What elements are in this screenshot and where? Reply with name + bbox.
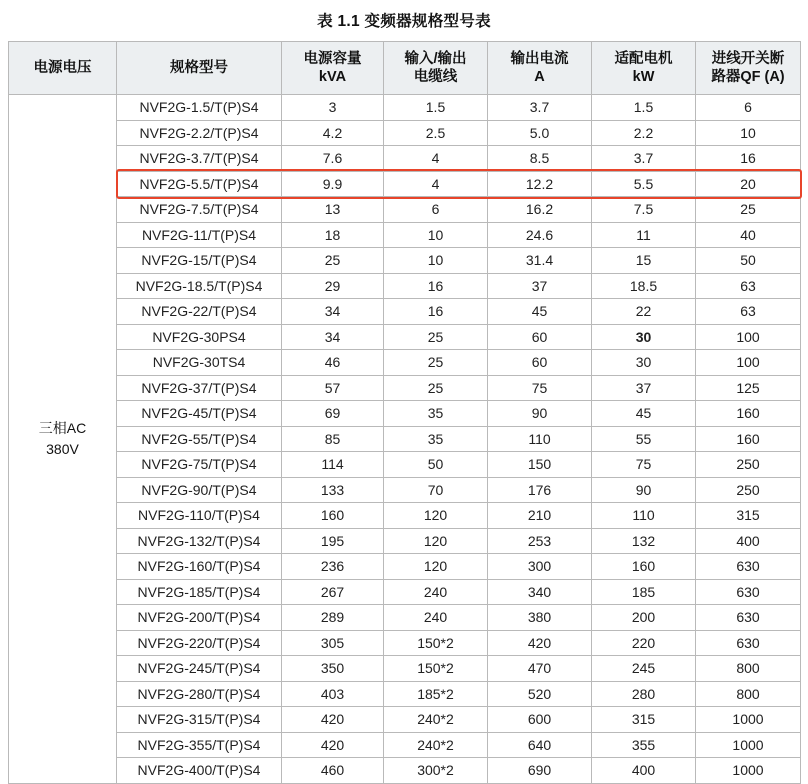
cell-model: NVF2G-45/T(P)S4 bbox=[117, 401, 282, 427]
cell-capacity: 13 bbox=[282, 197, 384, 223]
cell-breaker: 630 bbox=[696, 605, 801, 631]
table-row bbox=[9, 171, 801, 197]
cell-model: NVF2G-90/T(P)S4 bbox=[117, 477, 282, 503]
cell-model: NVF2G-185/T(P)S4 bbox=[117, 579, 282, 605]
cell-output-current: 470 bbox=[488, 656, 592, 682]
cell-model: NVF2G-55/T(P)S4 bbox=[117, 426, 282, 452]
cell-capacity: 460 bbox=[282, 758, 384, 784]
cell-cable: 4 bbox=[384, 171, 488, 197]
cell-output-current: 380 bbox=[488, 605, 592, 631]
cell-breaker: 100 bbox=[696, 324, 801, 350]
cell-motor: 30 bbox=[592, 350, 696, 376]
cell-model: NVF2G-160/T(P)S4 bbox=[117, 554, 282, 580]
cell-cable: 70 bbox=[384, 477, 488, 503]
cell-capacity: 25 bbox=[282, 248, 384, 274]
cell-output-current: 600 bbox=[488, 707, 592, 733]
spec-table bbox=[8, 41, 801, 784]
cell-output-current: 8.5 bbox=[488, 146, 592, 172]
column-header-model: 规格型号 bbox=[117, 42, 282, 95]
cell-output-current: 31.4 bbox=[488, 248, 592, 274]
cell-motor: 5.5 bbox=[592, 171, 696, 197]
cell-breaker: 63 bbox=[696, 273, 801, 299]
table-row bbox=[9, 350, 801, 376]
cell-breaker: 1000 bbox=[696, 707, 801, 733]
cell-breaker: 6 bbox=[696, 95, 801, 121]
cell-capacity: 289 bbox=[282, 605, 384, 631]
cell-motor: 160 bbox=[592, 554, 696, 580]
cell-capacity: 350 bbox=[282, 656, 384, 682]
table-row bbox=[9, 732, 801, 758]
table-row bbox=[9, 579, 801, 605]
cell-capacity: 29 bbox=[282, 273, 384, 299]
cell-cable: 35 bbox=[384, 401, 488, 427]
cell-model: NVF2G-22/T(P)S4 bbox=[117, 299, 282, 325]
cell-motor: 55 bbox=[592, 426, 696, 452]
cell-cable: 6 bbox=[384, 197, 488, 223]
cell-output-current: 37 bbox=[488, 273, 592, 299]
cell-breaker: 20 bbox=[696, 171, 801, 197]
cell-breaker: 50 bbox=[696, 248, 801, 274]
cell-breaker: 16 bbox=[696, 146, 801, 172]
cell-capacity: 85 bbox=[282, 426, 384, 452]
cell-motor: 37 bbox=[592, 375, 696, 401]
table-row bbox=[9, 503, 801, 529]
cell-capacity: 160 bbox=[282, 503, 384, 529]
table-row bbox=[9, 605, 801, 631]
cell-capacity: 267 bbox=[282, 579, 384, 605]
cell-output-current: 420 bbox=[488, 630, 592, 656]
column-header-cable: 输入/输出 电缆线 bbox=[384, 42, 488, 95]
cell-motor: 1.5 bbox=[592, 95, 696, 121]
cell-model: NVF2G-1.5/T(P)S4 bbox=[117, 95, 282, 121]
table-row bbox=[9, 707, 801, 733]
voltage-label-line: 380V bbox=[46, 440, 79, 457]
cell-motor: 280 bbox=[592, 681, 696, 707]
cell-model: NVF2G-220/T(P)S4 bbox=[117, 630, 282, 656]
cell-cable: 150*2 bbox=[384, 630, 488, 656]
cell-motor: 315 bbox=[592, 707, 696, 733]
cell-cable: 240*2 bbox=[384, 707, 488, 733]
cell-capacity: 420 bbox=[282, 732, 384, 758]
column-header-output-current: 输出电流 A bbox=[488, 42, 592, 95]
cell-model: NVF2G-30PS4 bbox=[117, 324, 282, 350]
cell-cable: 50 bbox=[384, 452, 488, 478]
cell-model: NVF2G-355/T(P)S4 bbox=[117, 732, 282, 758]
cell-model: NVF2G-15/T(P)S4 bbox=[117, 248, 282, 274]
cell-output-current: 75 bbox=[488, 375, 592, 401]
cell-breaker: 630 bbox=[696, 579, 801, 605]
cell-output-current: 690 bbox=[488, 758, 592, 784]
cell-output-current: 5.0 bbox=[488, 120, 592, 146]
cell-breaker: 1000 bbox=[696, 758, 801, 784]
page-title: 表 1.1 变频器规格型号表 bbox=[317, 13, 491, 30]
cell-motor: 355 bbox=[592, 732, 696, 758]
cell-cable: 4 bbox=[384, 146, 488, 172]
cell-cable: 120 bbox=[384, 528, 488, 554]
voltage-cell bbox=[9, 95, 117, 784]
cell-capacity: 46 bbox=[282, 350, 384, 376]
table-row bbox=[9, 554, 801, 580]
cell-motor: 45 bbox=[592, 401, 696, 427]
cell-breaker: 250 bbox=[696, 477, 801, 503]
cell-model: NVF2G-11/T(P)S4 bbox=[117, 222, 282, 248]
cell-cable: 300*2 bbox=[384, 758, 488, 784]
cell-output-current: 16.2 bbox=[488, 197, 592, 223]
header-row bbox=[9, 42, 801, 95]
cell-motor: 400 bbox=[592, 758, 696, 784]
cell-model: NVF2G-30TS4 bbox=[117, 350, 282, 376]
cell-breaker: 630 bbox=[696, 554, 801, 580]
cell-output-current: 24.6 bbox=[488, 222, 592, 248]
cell-breaker: 160 bbox=[696, 401, 801, 427]
cell-motor: 15 bbox=[592, 248, 696, 274]
cell-cable: 16 bbox=[384, 299, 488, 325]
cell-cable: 35 bbox=[384, 426, 488, 452]
column-header-capacity: 电源容量 kVA bbox=[282, 42, 384, 95]
cell-capacity: 114 bbox=[282, 452, 384, 478]
cell-breaker: 250 bbox=[696, 452, 801, 478]
cell-model: NVF2G-18.5/T(P)S4 bbox=[117, 273, 282, 299]
cell-model: NVF2G-75/T(P)S4 bbox=[117, 452, 282, 478]
cell-breaker: 63 bbox=[696, 299, 801, 325]
cell-capacity: 3 bbox=[282, 95, 384, 121]
cell-motor: 75 bbox=[592, 452, 696, 478]
table-row bbox=[9, 120, 801, 146]
cell-capacity: 57 bbox=[282, 375, 384, 401]
cell-model: NVF2G-200/T(P)S4 bbox=[117, 605, 282, 631]
cell-model: NVF2G-7.5/T(P)S4 bbox=[117, 197, 282, 223]
cell-breaker: 400 bbox=[696, 528, 801, 554]
cell-capacity: 34 bbox=[282, 324, 384, 350]
cell-cable: 185*2 bbox=[384, 681, 488, 707]
cell-breaker: 125 bbox=[696, 375, 801, 401]
cell-output-current: 176 bbox=[488, 477, 592, 503]
table-row bbox=[9, 426, 801, 452]
cell-model: NVF2G-280/T(P)S4 bbox=[117, 681, 282, 707]
cell-cable: 16 bbox=[384, 273, 488, 299]
cell-cable: 1.5 bbox=[384, 95, 488, 121]
cell-capacity: 420 bbox=[282, 707, 384, 733]
cell-output-current: 90 bbox=[488, 401, 592, 427]
cell-cable: 120 bbox=[384, 554, 488, 580]
table-row bbox=[9, 401, 801, 427]
table-row bbox=[9, 630, 801, 656]
cell-output-current: 150 bbox=[488, 452, 592, 478]
cell-capacity: 195 bbox=[282, 528, 384, 554]
table-row bbox=[9, 222, 801, 248]
table-row bbox=[9, 273, 801, 299]
table-row bbox=[9, 681, 801, 707]
cell-output-current: 3.7 bbox=[488, 95, 592, 121]
cell-motor: 90 bbox=[592, 477, 696, 503]
cell-motor: 245 bbox=[592, 656, 696, 682]
cell-output-current: 60 bbox=[488, 324, 592, 350]
column-header-breaker: 进线开关断 路器QF (A) bbox=[696, 42, 801, 95]
table-row bbox=[9, 452, 801, 478]
cell-capacity: 305 bbox=[282, 630, 384, 656]
cell-breaker: 315 bbox=[696, 503, 801, 529]
cell-capacity: 133 bbox=[282, 477, 384, 503]
cell-model: NVF2G-400/T(P)S4 bbox=[117, 758, 282, 784]
cell-capacity: 4.2 bbox=[282, 120, 384, 146]
cell-model: NVF2G-37/T(P)S4 bbox=[117, 375, 282, 401]
cell-cable: 25 bbox=[384, 324, 488, 350]
cell-motor: 30 bbox=[592, 324, 696, 350]
cell-cable: 240*2 bbox=[384, 732, 488, 758]
table-row bbox=[9, 324, 801, 350]
cell-motor: 132 bbox=[592, 528, 696, 554]
cell-breaker: 40 bbox=[696, 222, 801, 248]
spec-table-container bbox=[8, 41, 800, 784]
cell-capacity: 7.6 bbox=[282, 146, 384, 172]
cell-motor: 200 bbox=[592, 605, 696, 631]
cell-cable: 240 bbox=[384, 579, 488, 605]
cell-capacity: 34 bbox=[282, 299, 384, 325]
table-row bbox=[9, 375, 801, 401]
table-row bbox=[9, 146, 801, 172]
cell-model: NVF2G-2.2/T(P)S4 bbox=[117, 120, 282, 146]
column-header-voltage: 电源电压 bbox=[9, 42, 117, 95]
cell-model: NVF2G-315/T(P)S4 bbox=[117, 707, 282, 733]
cell-model: NVF2G-3.7/T(P)S4 bbox=[117, 146, 282, 172]
cell-cable: 10 bbox=[384, 248, 488, 274]
cell-cable: 10 bbox=[384, 222, 488, 248]
table-row bbox=[9, 758, 801, 784]
cell-cable: 240 bbox=[384, 605, 488, 631]
cell-output-current: 520 bbox=[488, 681, 592, 707]
cell-output-current: 12.2 bbox=[488, 171, 592, 197]
cell-breaker: 160 bbox=[696, 426, 801, 452]
cell-model: NVF2G-110/T(P)S4 bbox=[117, 503, 282, 529]
table-header bbox=[9, 42, 801, 95]
cell-output-current: 60 bbox=[488, 350, 592, 376]
cell-breaker: 100 bbox=[696, 350, 801, 376]
cell-motor: 7.5 bbox=[592, 197, 696, 223]
cell-motor: 220 bbox=[592, 630, 696, 656]
cell-motor: 2.2 bbox=[592, 120, 696, 146]
cell-output-current: 110 bbox=[488, 426, 592, 452]
cell-capacity: 9.9 bbox=[282, 171, 384, 197]
cell-motor: 185 bbox=[592, 579, 696, 605]
cell-model: NVF2G-245/T(P)S4 bbox=[117, 656, 282, 682]
cell-cable: 25 bbox=[384, 350, 488, 376]
cell-model: NVF2G-5.5/T(P)S4 bbox=[117, 171, 282, 197]
table-row bbox=[9, 528, 801, 554]
table-row bbox=[9, 477, 801, 503]
cell-breaker: 800 bbox=[696, 656, 801, 682]
cell-cable: 25 bbox=[384, 375, 488, 401]
table-row bbox=[9, 656, 801, 682]
table-row bbox=[9, 299, 801, 325]
table-row bbox=[9, 197, 801, 223]
cell-motor: 18.5 bbox=[592, 273, 696, 299]
cell-capacity: 236 bbox=[282, 554, 384, 580]
cell-motor: 3.7 bbox=[592, 146, 696, 172]
cell-breaker: 800 bbox=[696, 681, 801, 707]
column-header-motor: 适配电机 kW bbox=[592, 42, 696, 95]
voltage-label-line: 三相AC bbox=[38, 420, 87, 437]
cell-breaker: 1000 bbox=[696, 732, 801, 758]
cell-output-current: 253 bbox=[488, 528, 592, 554]
cell-capacity: 18 bbox=[282, 222, 384, 248]
cell-breaker: 630 bbox=[696, 630, 801, 656]
table-row bbox=[9, 95, 801, 121]
cell-output-current: 340 bbox=[488, 579, 592, 605]
cell-cable: 150*2 bbox=[384, 656, 488, 682]
cell-capacity: 403 bbox=[282, 681, 384, 707]
cell-breaker: 10 bbox=[696, 120, 801, 146]
cell-cable: 120 bbox=[384, 503, 488, 529]
cell-capacity: 69 bbox=[282, 401, 384, 427]
cell-cable: 2.5 bbox=[384, 120, 488, 146]
cell-model: NVF2G-132/T(P)S4 bbox=[117, 528, 282, 554]
table-body bbox=[9, 95, 801, 784]
cell-output-current: 640 bbox=[488, 732, 592, 758]
cell-motor: 22 bbox=[592, 299, 696, 325]
table-row bbox=[9, 248, 801, 274]
cell-motor: 11 bbox=[592, 222, 696, 248]
cell-motor: 110 bbox=[592, 503, 696, 529]
cell-output-current: 210 bbox=[488, 503, 592, 529]
cell-output-current: 300 bbox=[488, 554, 592, 580]
cell-output-current: 45 bbox=[488, 299, 592, 325]
cell-breaker: 25 bbox=[696, 197, 801, 223]
